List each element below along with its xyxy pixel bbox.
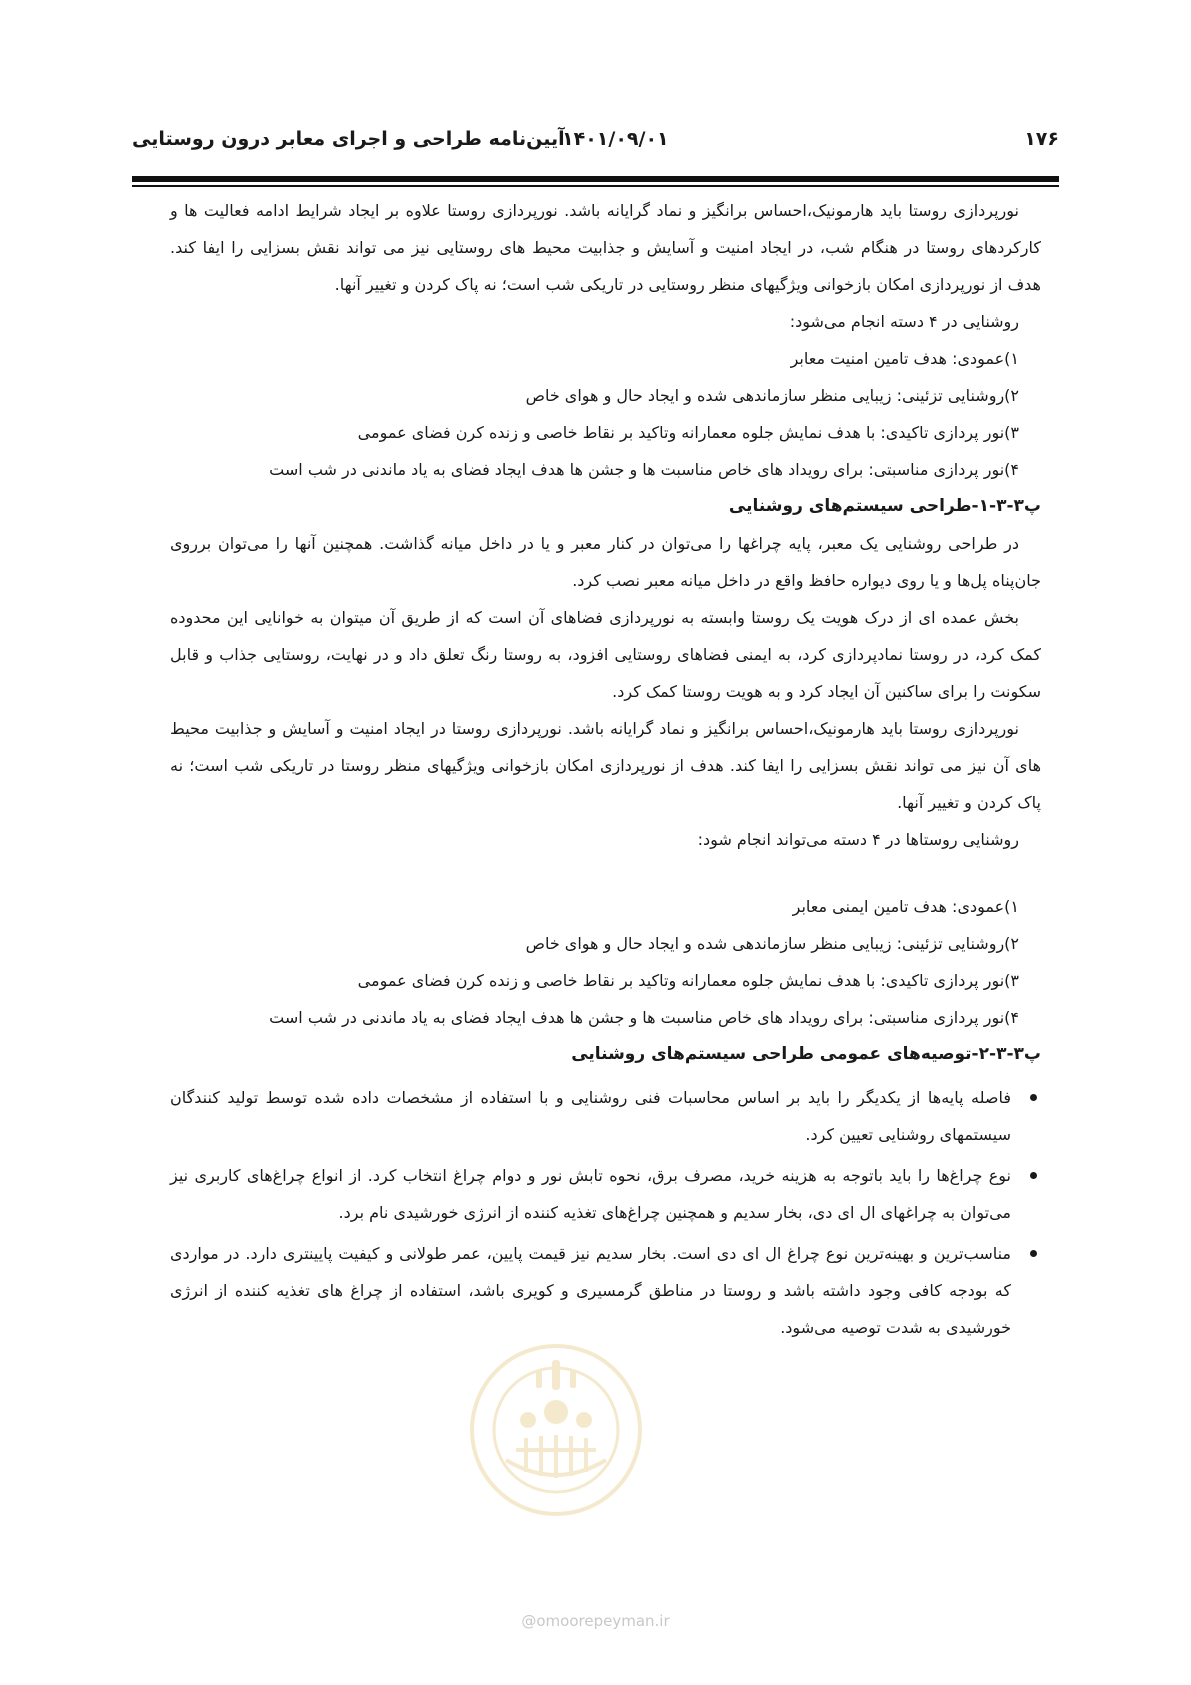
recommendations-list (170, 1079, 1041, 1346)
intro-paragraph: نورپردازی روستا باید هارمونیک،احساس برانگیز و نماد گرایانه باشد. نورپردازی روستا علاوه بر ایجاد شرایط ادامه فعالیت ها و کارکردهای روستا در هنگام شب، در ایجاد امنیت و آسایش و جذابیت محیط های روستایی نیز می تواند نقش بسزایی را ایفا کند. هدف از نورپردازی امکان بازخوانی ویژگیهای منظر روستایی در تاریکی شب است؛ نه پاک کردن و تغییر آنها. (170, 201, 1041, 294)
page-body (170, 192, 1041, 1350)
bullet-text: مناسب‌ترین و بهینه‌ترین نوع چراغ ال ای دی است. بخار سدیم نیز قیمت پایین، عمر طولانی و کیفیت پایینتری دارد. در مواردی که بودجه کافی وجود داشته باشد و روستا در مناطق گرمسیری و کویری باشد، استفاده از چراغ های تغذیه کننده از انرژی خورشیدی به شدت توصیه می‌شود. (170, 1244, 1011, 1337)
spacer (170, 858, 1041, 888)
bullet-text: نوع چراغ‌ها را باید باتوجه به هزینه خرید، مصرف برق، نحوه تابش نور و دوام چراغ انتخاب کرد. از انواع چراغ‌های کاربری نیز می‌توان به چراغهای ال ای دی، بخار سدیم و همچنین چراغ‌های تغذیه کننده از انرژی خورشیدی نام برد. (170, 1166, 1011, 1222)
header-rule-thick (132, 176, 1059, 182)
seal-emblem-icon (466, 1340, 646, 1520)
list2-intro: روشنایی روستاها در ۴ دسته می‌تواند انجام شود: (697, 830, 1019, 849)
list-item (170, 1235, 1011, 1346)
list2-item: ۳)نور پردازی تاکیدی: با هدف نمایش جلوه معمارانه وتاکید بر نقاط خاصی و زنده کرن فضای عمومی (357, 971, 1019, 990)
list2-item: ۲)روشنایی تزئینی: زیبایی منظر سازماندهی شده و ایجاد حال و هوای خاص (525, 934, 1019, 953)
list2-item: ۱)عمودی: هدف تامین ایمنی معابر (792, 897, 1019, 916)
list1-item: ۴)نور پردازی مناسبتی: برای رویداد های خاص مناسبت ها و جشن ها هدف ایجاد فضای به یاد ماندنی در شب است (269, 460, 1019, 479)
bullet-icon (1030, 1172, 1037, 1179)
list1-item: ۱)عمودی: هدف تامین امنیت معابر (790, 349, 1019, 368)
paragraph-village-lighting: نورپردازی روستا باید هارمونیک،احساس برانگیز و نماد گرایانه باشد. نورپردازی روستا در ایجاد امنیت و آسایش و جذابیت محیط های آن نیز می تواند نقش بسزایی را ایفا کند. هدف از نورپردازی امکان بازخوانی ویژگیهای منظر روستا در تاریکی شب است؛ نه پاک کردن و تغییر آنها. (170, 719, 1041, 812)
page-number: ۱۷۶ (1024, 128, 1059, 150)
header-rule-thin (132, 185, 1059, 187)
list1-intro: روشنایی در ۴ دسته انجام می‌شود: (789, 312, 1019, 331)
paragraph-lighting-poles: در طراحی روشنایی یک معبر، پایه چراغها را می‌توان در کنار معبر و یا در داخل میانه گذاشت. همچنین آنها را می‌توان برروی جان‌پناه پل‌ها و یا روی دیواره حافظ واقع در داخل میانه معبر نصب کرد. (170, 534, 1041, 590)
watermark-site: @omoorepeyman.ir (521, 1612, 670, 1630)
section-heading-3-3-1: پ۳-۳-۱-طراحی سیستم‌های روشنایی (728, 496, 1041, 516)
list-item (170, 1079, 1011, 1153)
list-item (170, 1157, 1011, 1231)
document-date: ۱۴۰۱/۰۹/۰۱ (562, 128, 669, 150)
list1-item: ۲)روشنایی تزئینی: زیبایی منظر سازماندهی شده و ایجاد حال و هوای خاص (525, 386, 1019, 405)
document-title: آیین‌نامه طراحی و اجرای معابر درون روستایی (132, 128, 565, 150)
bullet-icon (1030, 1250, 1037, 1257)
section-heading-3-3-2: پ۳-۳-۲-توصیه‌های عمومی طراحی سیستم‌های روشنایی (571, 1044, 1041, 1064)
paragraph-village-identity: بخش عمده ای از درک هویت یک روستا وابسته به نورپردازی فضاهای آن است که از طریق آن میتوان به خوانایی این محدوده کمک کرد، در روستا نمادپردازی کرد، به ایمنی فضاهای روستایی افزود، به روستا رنگ تعلق داد و در نهایت، روستایی جذاب و قابل سکونت را برای ساکنین آن ایجاد کرد و به هویت روستا کمک کرد. (170, 608, 1041, 701)
bullet-icon (1030, 1094, 1037, 1101)
bullet-text: فاصله پایه‌ها از یکدیگر را باید بر اساس محاسبات فنی روشنایی و با استفاده از مشخصات داده شده توسط تولید کنندگان سیستمهای روشنایی تعیین کرد. (170, 1088, 1011, 1144)
list2-item: ۴)نور پردازی مناسبتی: برای رویداد های خاص مناسبت ها و جشن ها هدف ایجاد فضای به یاد ماندنی در شب است (269, 1008, 1019, 1027)
page-header (132, 128, 1059, 160)
list1-item: ۳)نور پردازی تاکیدی: با هدف نمایش جلوه معمارانه وتاکید بر نقاط خاصی و زنده کرن فضای عمومی (357, 423, 1019, 442)
